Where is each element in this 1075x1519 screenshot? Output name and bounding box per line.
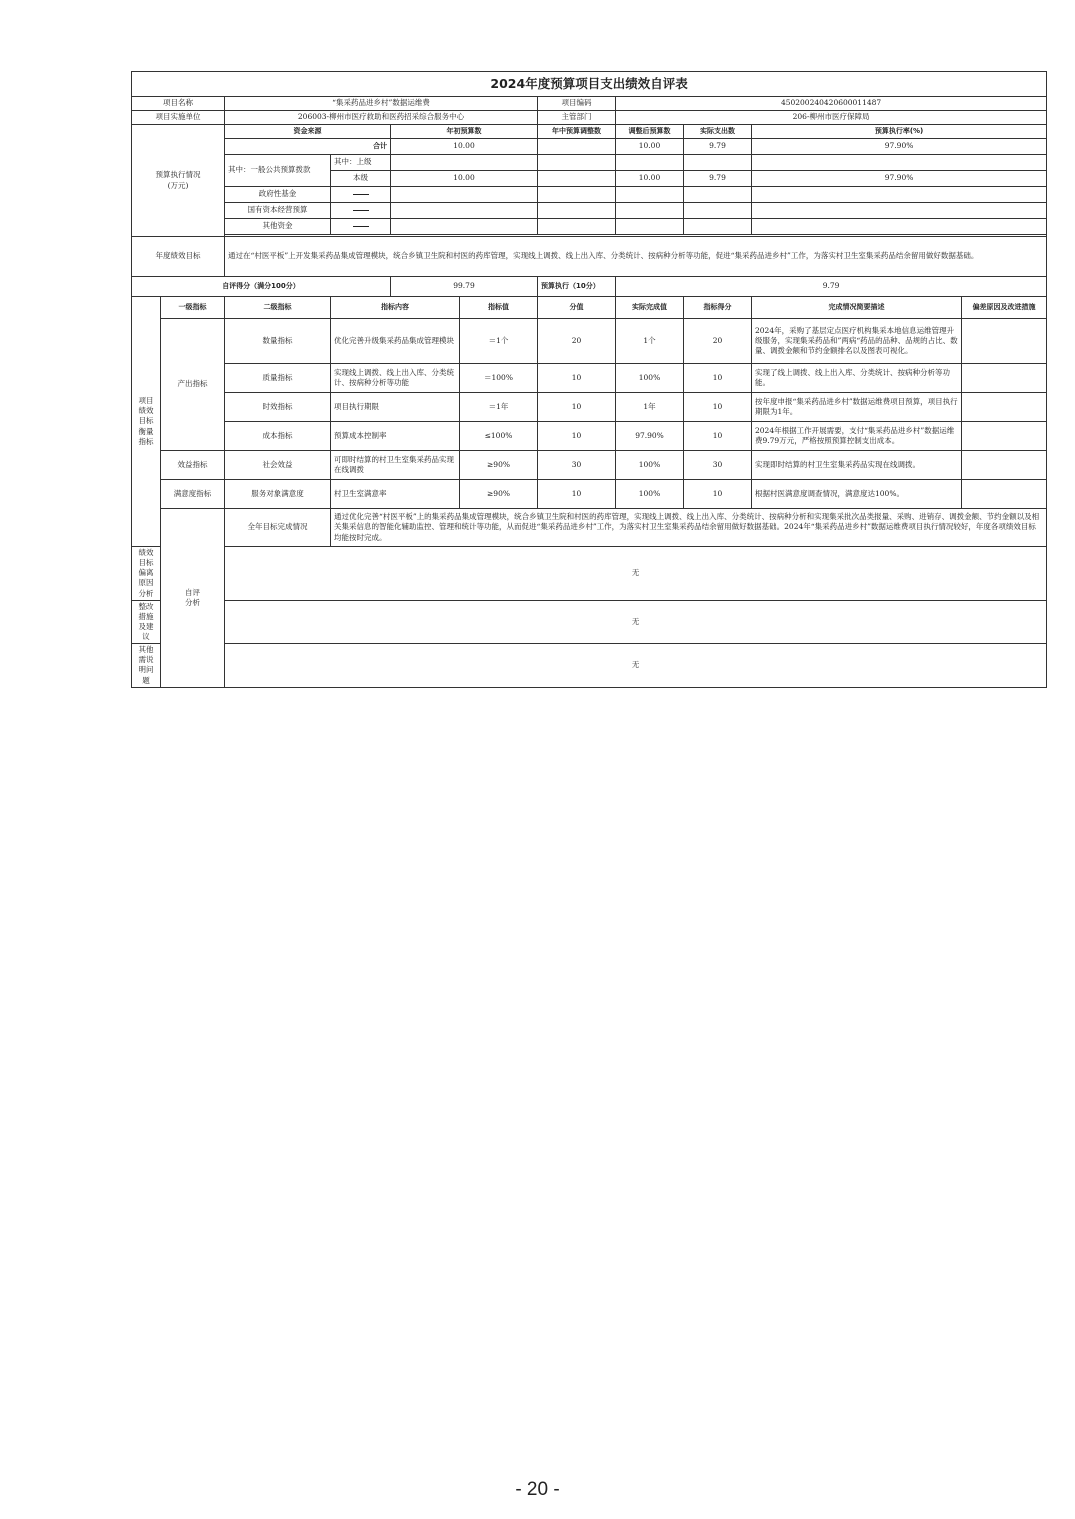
indicator-score: 10 <box>684 422 752 451</box>
indicator-reason <box>962 451 1047 480</box>
indicator-score: 30 <box>684 451 752 480</box>
indicator-actual: 1年 <box>616 393 684 422</box>
indicator-desc: 根据村医满意度调查情况，满意度达100%。 <box>752 480 962 509</box>
indicator-weight: 10 <box>538 480 616 509</box>
indicator-target: ＝1年 <box>460 393 538 422</box>
budget-total-initial: 10.00 <box>391 139 538 155</box>
indicator-target: ＝1个 <box>460 319 538 364</box>
indicator-target: ＝100% <box>460 364 538 393</box>
indicator-target: ≥90% <box>460 480 538 509</box>
indicator-reason <box>962 393 1047 422</box>
indicator-desc: 2024年，采购了基层定点医疗机构集采本地信息运维管理升级服务，实现集采药品和”两病“药品的品种、品规的占比、数量、调拨金额和节约金额排名以及图表可视化。 <box>752 319 962 364</box>
budget-state-capital-label: 国有资本经营预算 <box>225 203 331 219</box>
budget-gov-fund-label: 政府性基金 <box>225 187 331 203</box>
budget-local-adjust <box>538 171 616 187</box>
indicator-target: ≤100% <box>460 422 538 451</box>
table-title: 2024年度预算项目支出绩效自评表 <box>132 72 1047 97</box>
other-issues-label: 其他需说明问题 <box>132 644 161 688</box>
indicator-level2: 时效指标 <box>225 393 331 422</box>
indicator-actual: 100% <box>616 480 684 509</box>
budget-other-dash <box>331 219 391 235</box>
budget-local-actual: 9.79 <box>684 171 752 187</box>
budget-total-adjusted: 10.00 <box>616 139 684 155</box>
indicator-row <box>132 422 1047 451</box>
deviation-text: 无 <box>225 547 1047 601</box>
indicator-desc: 实现了线上调拨、线上出入库、分类统计、按病种分析等功能。 <box>752 364 962 393</box>
completion-label: 全年目标完成情况 <box>225 509 331 547</box>
project-code-label: 项目编码 <box>538 97 616 111</box>
indicator-reason <box>962 480 1047 509</box>
indicators-section-label: 项目 绩效 目标 衡量 指标 <box>132 297 161 547</box>
budget-total-rate: 97.90% <box>752 139 1047 155</box>
project-name-label: 项目名称 <box>132 97 225 111</box>
ind-header-level2: 二级指标 <box>225 297 331 319</box>
indicator-actual: 1个 <box>616 319 684 364</box>
budget-other-label: 其他资金 <box>225 219 331 235</box>
indicator-row <box>132 319 1047 364</box>
deviation-label: 绩效目标偏离原因分析 <box>132 547 161 601</box>
indicator-level2: 成本指标 <box>225 422 331 451</box>
project-code: 450200240420600011487 <box>616 97 1047 111</box>
ind-header-weight: 分值 <box>538 297 616 319</box>
indicator-level1: 产出指标 <box>161 319 225 451</box>
ind-header-desc: 完成情况简要描述 <box>752 297 962 319</box>
budget-upper-actual <box>684 155 752 171</box>
indicator-row <box>132 451 1047 480</box>
annual-goal-label: 年度绩效目标 <box>132 237 225 277</box>
indicator-weight: 30 <box>538 451 616 480</box>
indicator-row <box>132 480 1047 509</box>
indicator-level1: 满意度指标 <box>161 480 225 509</box>
indicator-level1: 效益指标 <box>161 451 225 480</box>
page-number: - 20 - <box>515 1479 560 1500</box>
indicator-actual: 100% <box>616 451 684 480</box>
indicator-weight: 10 <box>538 364 616 393</box>
implementing-unit-label: 项目实施单位 <box>132 111 225 125</box>
budget-local-label: 本级 <box>331 171 391 187</box>
completion-text: 通过优化完善“村医平板”上的集采药品集成管理模块，统合乡镇卫生院和村医的药库管理，实现线上调拨、线上出入库、分类统计、按病种分析和实现集采批次品类报量、采购、进销存、调拨金额、节约金额以及相关集采信息的智能化辅助监控、管理和统计等功能，从而促进“集采药品进乡村”工作，为落实村卫生室集采药品结余留用做好数据基础。2024年“集采药品进乡村”数据运维费项目执行情况较好，年度各项绩效目标均能按时完成。 <box>331 509 1047 547</box>
measures-label: 整改措施及建议 <box>132 600 161 644</box>
budget-total-adjust <box>538 139 616 155</box>
indicator-desc: 实现即时结算的村卫生室集采药品实现在线调拨。 <box>752 451 962 480</box>
ind-header-content: 指标内容 <box>331 297 460 319</box>
indicator-level2: 数量指标 <box>225 319 331 364</box>
budget-local-adjusted: 10.00 <box>616 171 684 187</box>
indicator-score: 20 <box>684 319 752 364</box>
indicator-content: 预算成本控制率 <box>331 422 460 451</box>
indicator-row <box>132 393 1047 422</box>
budget-header-adjusted: 调整后预算数 <box>616 125 684 139</box>
budget-upper-initial <box>391 155 538 171</box>
indicator-desc: 按年度申报“集采药品进乡村”数据运维费项目预算，项目执行期限为1年。 <box>752 393 962 422</box>
budget-header-rate: 预算执行率(%) <box>752 125 1047 139</box>
ind-header-actual: 实际完成值 <box>616 297 684 319</box>
ind-header-reason: 偏差原因及改进措施 <box>962 297 1047 319</box>
indicator-weight: 20 <box>538 319 616 364</box>
dash-mark <box>353 226 369 227</box>
indicator-score: 10 <box>684 393 752 422</box>
ind-header-score: 指标得分 <box>684 297 752 319</box>
self-score-value: 99.79 <box>391 277 538 297</box>
project-name: “集采药品进乡村”数据运维费 <box>225 97 538 111</box>
budget-total-label: 合计 <box>225 139 391 155</box>
budget-section-label: 预算执行情况 (万元) <box>132 125 225 237</box>
performance-evaluation-table <box>131 71 1047 688</box>
dash-mark <box>353 210 369 211</box>
indicator-weight: 10 <box>538 422 616 451</box>
ind-header-target: 指标值 <box>460 297 538 319</box>
ind-header-level1: 一级指标 <box>161 297 225 319</box>
indicator-desc: 2024年根据工作开展需要，支付“集采药品进乡村”数据运维费9.79万元，严格按照预算控制支出成本。 <box>752 422 962 451</box>
indicator-level2: 社会效益 <box>225 451 331 480</box>
self-score-label: 自评得分（满分100分） <box>132 277 391 297</box>
indicator-actual: 97.90% <box>616 422 684 451</box>
indicator-content: 优化完善升级集采药品集成管理模块 <box>331 319 460 364</box>
annual-goal-text: 通过在“村医平板”上开发集采药品集成管理模块，统合乡镇卫生院和村医的药库管理，实现线上调拨、线上出入库、分类统计、按病种分析等功能，促进“集采药品进乡村”工作，为落实村卫生室集采药品结余留用做好数据基础。 <box>225 237 1047 277</box>
budget-gov-fund-dash <box>331 187 391 203</box>
indicator-score: 10 <box>684 480 752 509</box>
budget-header-actual: 实际支出数 <box>684 125 752 139</box>
indicator-target: ≥90% <box>460 451 538 480</box>
budget-exec-value: 9.79 <box>616 277 1047 297</box>
budget-upper-adjust <box>538 155 616 171</box>
budget-header-adjust: 年中预算调整数 <box>538 125 616 139</box>
dash-mark <box>353 194 369 195</box>
budget-local-initial: 10.00 <box>391 171 538 187</box>
budget-exec-label: 预算执行（10分） <box>538 277 616 297</box>
indicator-content: 项目执行期限 <box>331 393 460 422</box>
analysis-section-label: 自评 分析 <box>161 509 225 688</box>
indicator-level2: 质量指标 <box>225 364 331 393</box>
budget-header-source: 资金来源 <box>225 125 391 139</box>
indicator-reason <box>962 422 1047 451</box>
indicator-reason <box>962 319 1047 364</box>
indicator-score: 10 <box>684 364 752 393</box>
indicator-weight: 10 <box>538 393 616 422</box>
supervising-dept: 206-柳州市医疗保障局 <box>616 111 1047 125</box>
indicator-content: 实现线上调拨、线上出入库、分类统计、按病种分析等功能 <box>331 364 460 393</box>
budget-upper-rate <box>752 155 1047 171</box>
other-issues-text: 无 <box>225 644 1047 688</box>
budget-header-initial: 年初预算数 <box>391 125 538 139</box>
implementing-unit: 206003-柳州市医疗救助和医药招采综合服务中心 <box>225 111 538 125</box>
supervising-dept-label: 主管部门 <box>538 111 616 125</box>
budget-upper-adjusted <box>616 155 684 171</box>
budget-local-rate: 97.90% <box>752 171 1047 187</box>
budget-total-actual: 9.79 <box>684 139 752 155</box>
budget-general-label: 其中：一般公共预算拨款 <box>225 155 331 187</box>
indicator-content: 可即时结算的村卫生室集采药品实现在线调拨 <box>331 451 460 480</box>
indicator-content: 村卫生室满意率 <box>331 480 460 509</box>
measures-text: 无 <box>225 600 1047 644</box>
indicator-row <box>132 364 1047 393</box>
budget-upper-label: 其中：上级 <box>331 155 391 171</box>
budget-state-capital-dash <box>331 203 391 219</box>
indicator-level2: 服务对象满意度 <box>225 480 331 509</box>
indicator-actual: 100% <box>616 364 684 393</box>
indicator-reason <box>962 364 1047 393</box>
